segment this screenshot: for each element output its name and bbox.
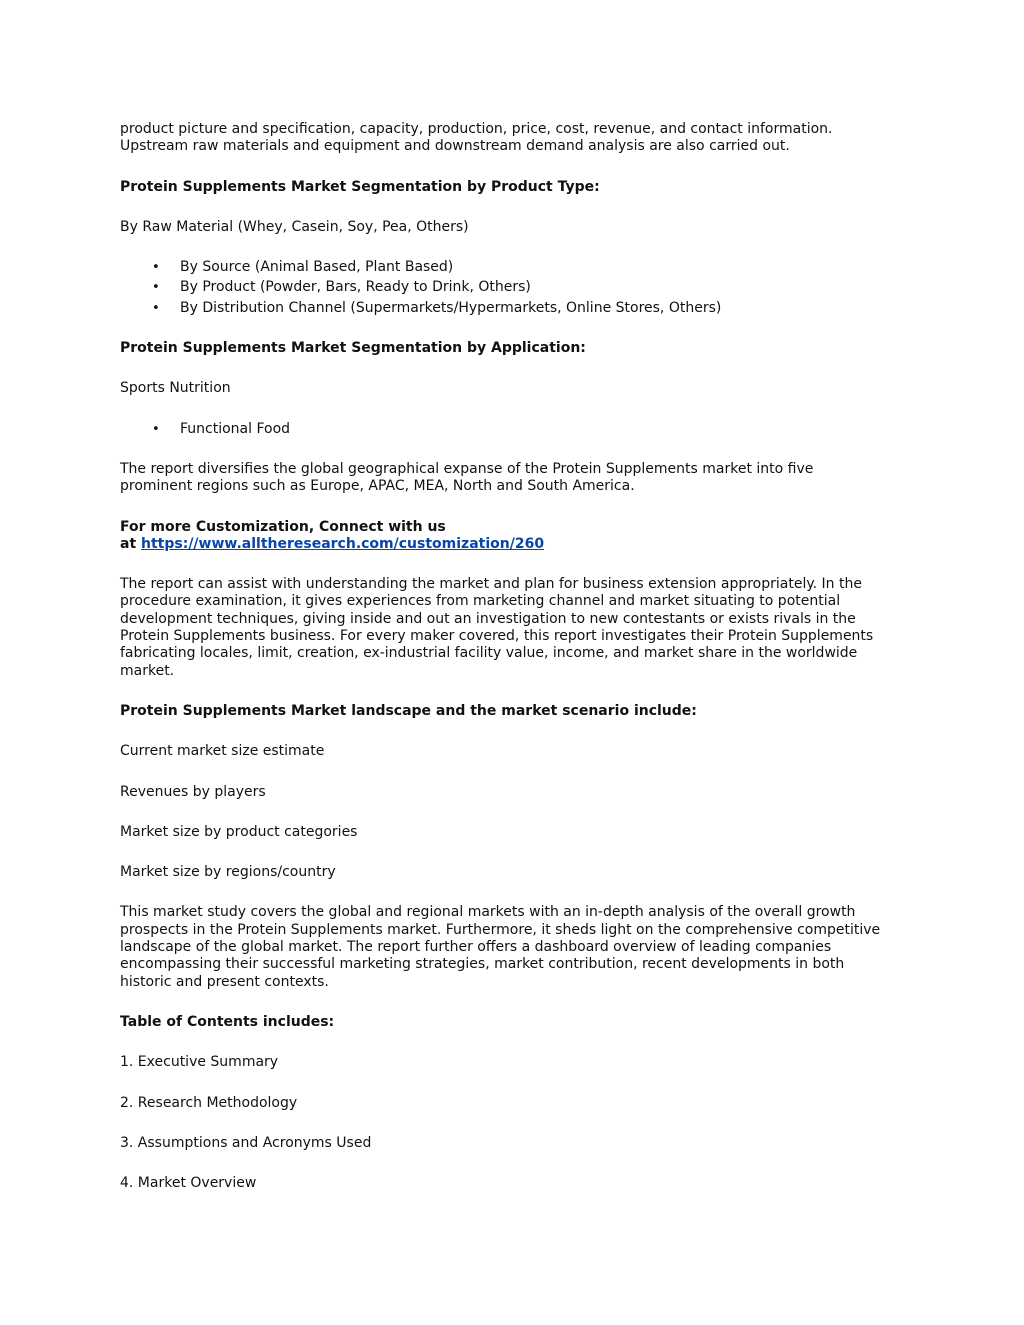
application-segmentation-list (120, 421, 910, 438)
raw-material-item: By Raw Material (Whey, Casein, Soy, Pea, Others) (120, 218, 469, 235)
toc-item: 4. Market Overview (120, 1175, 257, 1192)
landscape-item: Revenues by players (120, 783, 266, 800)
intro-line-1: product picture and specification, capacity, production, price, cost, revenue, and contact information. (120, 121, 833, 137)
customization-paragraph: For more Customization, Connect with us at https://www.alltheresearch.com/customization/260 (120, 518, 545, 552)
bullet-icon: • (152, 300, 160, 316)
landscape-heading: Protein Supplements Market landscape and the market scenario include: (120, 702, 697, 719)
list-item: • By Product (Powder, Bars, Ready to Drink, Others) (152, 279, 531, 296)
sports-nutrition-item: Sports Nutrition (120, 380, 231, 397)
toc-item: 2. Research Methodology (120, 1094, 298, 1111)
product-segmentation-heading: Protein Supplements Market Segmentation by Product Type: (120, 178, 600, 195)
landscape-item: Market size by product categories (120, 823, 358, 840)
list-item: • By Distribution Channel (Supermarkets/Hypermarkets, Online Stores, Others) (152, 299, 722, 316)
product-segmentation-list (120, 259, 910, 317)
application-segmentation-heading: Protein Supplements Market Segmentation by Application: (120, 340, 586, 357)
document-page (120, 121, 910, 1215)
landscape-item: Current market size estimate (120, 743, 325, 760)
toc-item: 3. Assumptions and Acronyms Used (120, 1134, 372, 1151)
regions-paragraph: The report diversifies the global geographical expanse of the Protein Supplements market into five prominent regions such as Europe, APAC, MEA, North and South America. (120, 460, 814, 495)
intro-paragraph (120, 121, 910, 156)
customization-link[interactable]: https://www.alltheresearch.com/customization/260 (141, 535, 545, 552)
toc-heading: Table of Contents includes: (120, 1013, 335, 1030)
toc-item: 1. Executive Summary (120, 1054, 279, 1071)
intro-line-2: Upstream raw materials and equipment and downstream demand analysis are also carried out. (120, 138, 790, 155)
assist-paragraph: The report can assist with understanding the market and plan for business extension appropriately. In the procedure examination, it gives experiences from marketing channel and market situating to potential development techniques, giving inside and out an investigation to new contestants or exists rivals in the Protein Supplements business. For every maker covered, this report investigates their Protein Supplements fabricating locales, limit, creation, ex-industrial facility value, income, and market share in the worldwide market. (120, 576, 874, 679)
bullet-icon: • (152, 421, 160, 437)
study-paragraph: This market study covers the global and regional markets with an in-depth analysis of the overall growth prospects in the Protein Supplements market. Furthermore, it sheds light on the comprehensive competitive landscape of the global market. The report further offers a dashboard overview of leading companies encompassing their successful marketing strategies, market contribution, recent developments in both historic and present contexts. (120, 904, 881, 990)
list-item: • By Source (Animal Based, Plant Based) (152, 259, 454, 276)
bullet-icon: • (152, 260, 160, 276)
list-item: • Functional Food (152, 420, 291, 437)
bullet-icon: • (152, 280, 160, 296)
landscape-item: Market size by regions/country (120, 864, 336, 881)
